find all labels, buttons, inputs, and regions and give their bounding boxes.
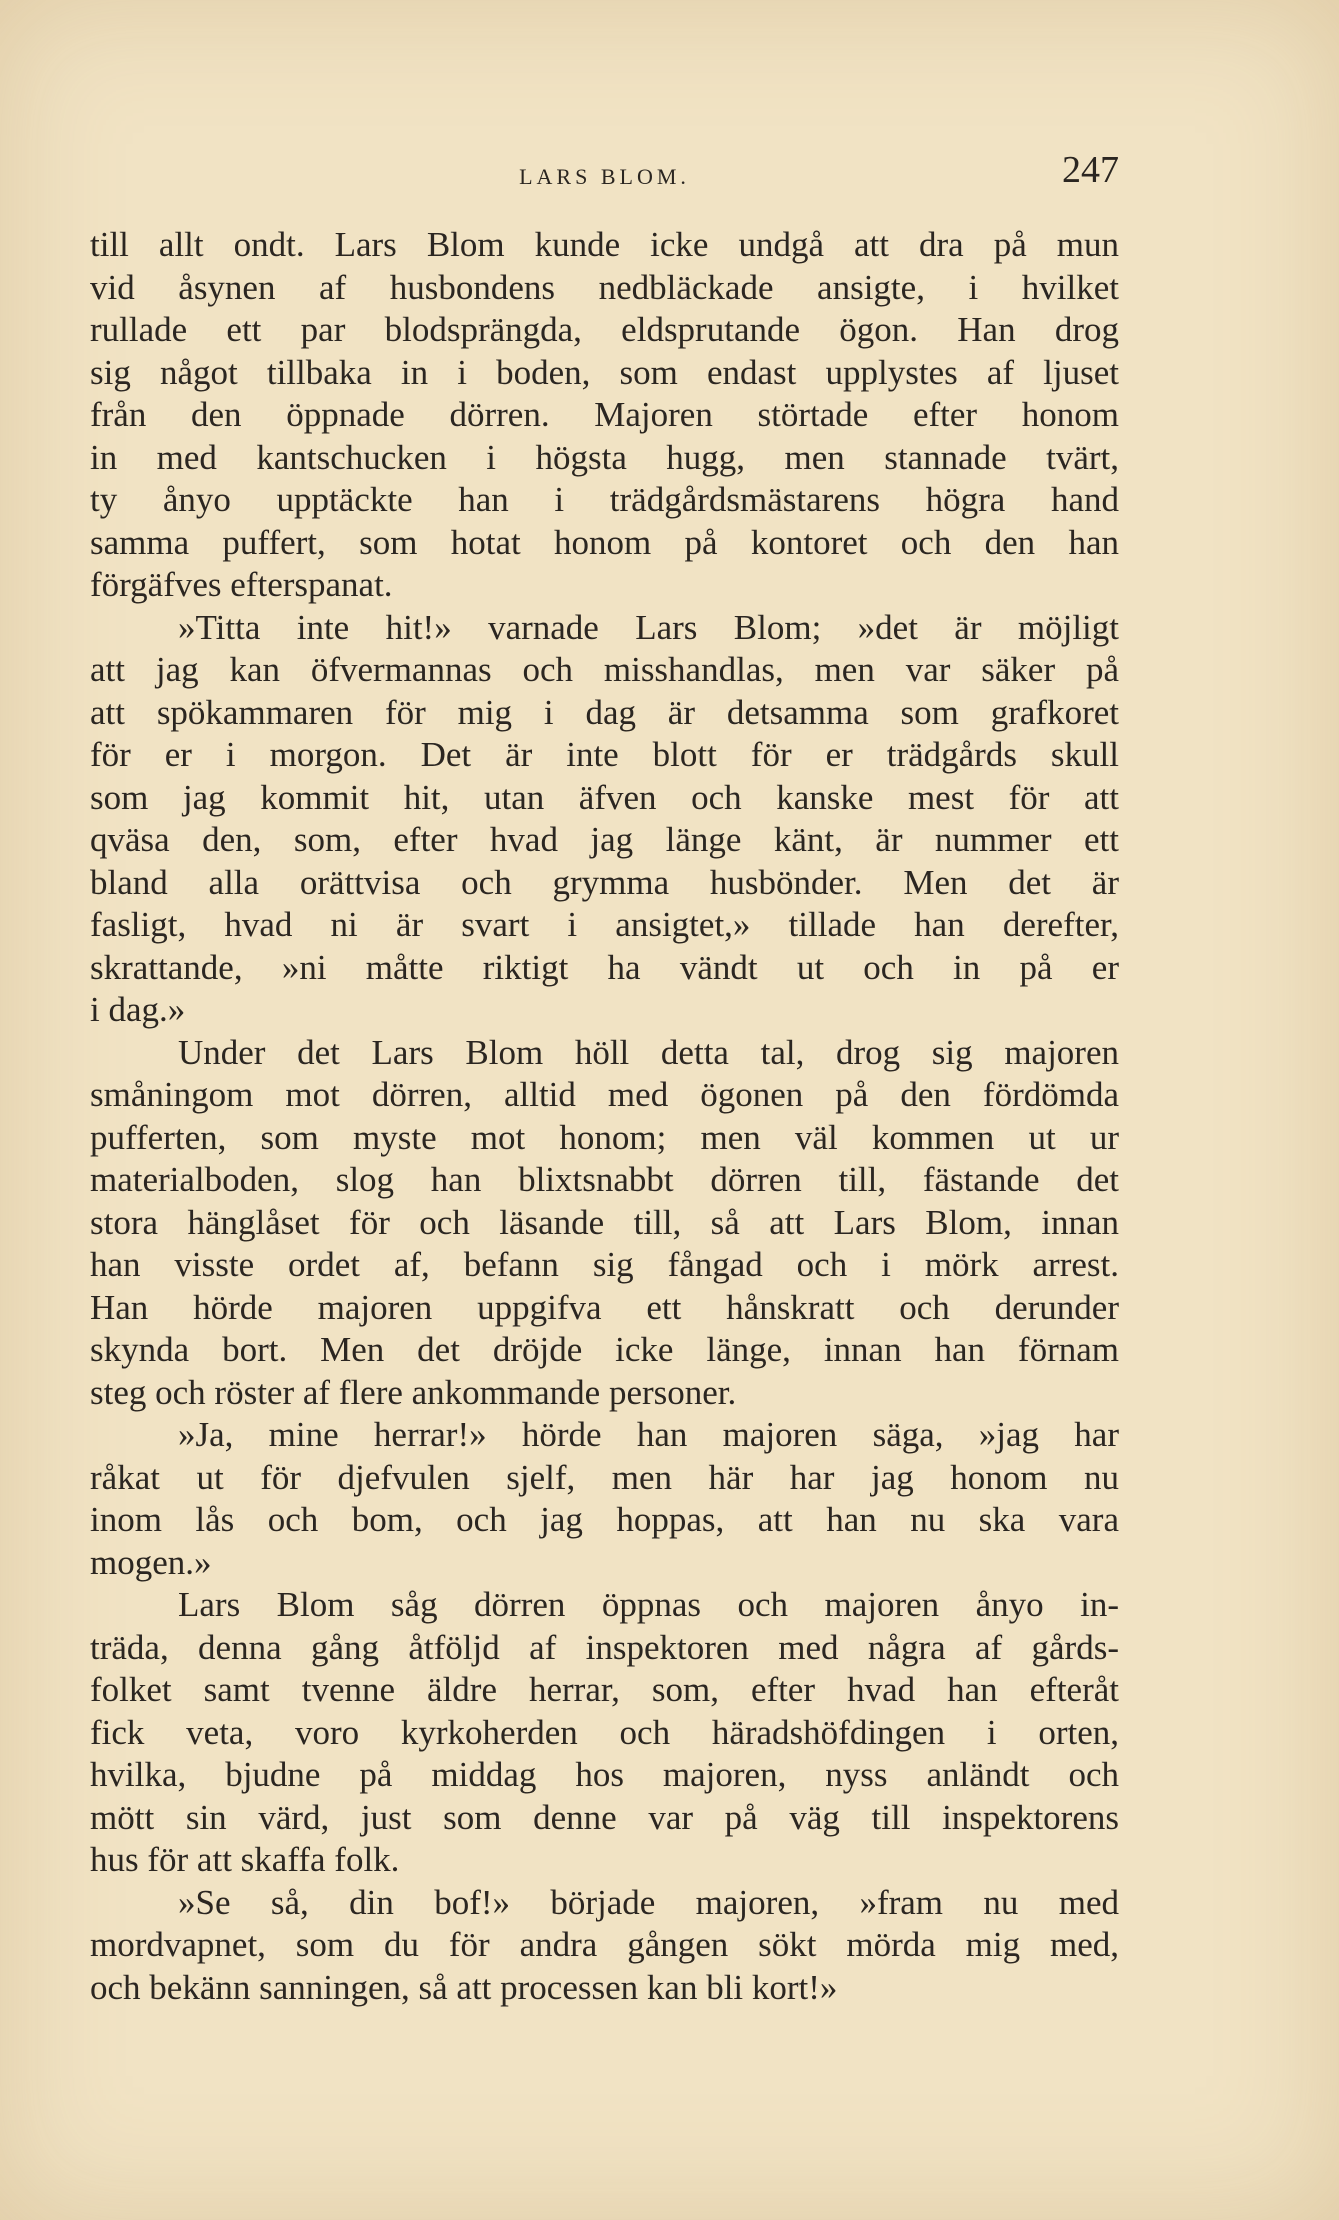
text-line: Under det Lars Blom höll detta tal, drog sig majoren xyxy=(178,1032,1119,1072)
paragraph xyxy=(90,224,1119,607)
text-line: samma puffert, som hotat honom på kontoret och den han xyxy=(90,522,1119,562)
text-line: som jag kommit hit, utan äfven och kanske mest för att xyxy=(90,777,1119,817)
text-line: till allt ondt. Lars Blom kunde icke undgå att dra på mun xyxy=(90,225,1119,264)
text-line: rullade ett par blodsprängda, eldsprutande ögon. Han drog xyxy=(90,310,1119,349)
text-line: att jag kan öfvermannas och misshandlas, men var säker på xyxy=(90,650,1119,689)
body-text xyxy=(90,224,1119,2009)
text-line: mött sin värd, just som denne var på väg till inspektorens xyxy=(90,1797,1119,1837)
text-line: fasligt, hvad ni är svart i ansigtet,» tillade han derefter, xyxy=(90,905,1119,944)
text-line: »Ja, mine herrar!» hörde han majoren säga, »jag har xyxy=(178,1415,1119,1454)
text-line: och bekänn sanningen, så att processen kan bli kort!» xyxy=(90,1967,838,2007)
text-line: träda, denna gång åtföljd af inspektoren med några af gårds- xyxy=(90,1627,1119,1667)
text-line: Lars Blom såg dörren öppnas och majoren ånyo in- xyxy=(178,1585,1119,1624)
text-line: att spökammaren för mig i dag är detsamma som grafkoret xyxy=(90,692,1119,732)
text-line: skynda bort. Men det dröjde icke länge, innan han förnam xyxy=(90,1330,1119,1369)
text-line: »Titta inte hit!» varnade Lars Blom; »det är möjligt xyxy=(178,607,1119,647)
text-line: från den öppnade dörren. Majoren störtade efter honom xyxy=(90,395,1119,434)
text-line: mogen.» xyxy=(90,1542,212,1582)
text-line: qväsa den, som, efter hvad jag länge känt, är nummer ett xyxy=(90,820,1119,859)
text-line: skrattande, »ni måtte riktigt ha vändt ut och in på er xyxy=(90,947,1119,987)
paragraph xyxy=(90,1584,1119,1882)
text-line: hus för att skaffa folk. xyxy=(90,1840,400,1879)
text-line: folket samt tvenne äldre herrar, som, efter hvad han efteråt xyxy=(90,1670,1119,1709)
page-number: 247 xyxy=(1062,149,1119,191)
text-line: bland alla orättvisa och grymma husbönder. Men det är xyxy=(90,862,1119,902)
text-line: Han hörde majoren uppgifva ett hånskratt och derunder xyxy=(90,1287,1119,1327)
paragraph xyxy=(90,1414,1119,1584)
text-line: vid åsynen af husbondens nedbläckade ansigte, i hvilket xyxy=(90,267,1119,307)
page-header xyxy=(90,148,1119,198)
paragraph xyxy=(90,607,1119,1032)
text-line: fick veta, voro kyrkoherden och häradshöfdingen i orten, xyxy=(90,1712,1119,1752)
text-line: inom lås och bom, och jag hoppas, att han nu ska vara xyxy=(90,1500,1119,1539)
text-line: i dag.» xyxy=(90,990,186,1029)
text-line: stora hänglåset för och läsande till, så att Lars Blom, innan xyxy=(90,1202,1119,1242)
text-line: materialboden, slog han blixtsnabbt dörren till, fästande det xyxy=(90,1160,1119,1199)
text-line: mordvapnet, som du för andra gången sökt mörda mig med, xyxy=(90,1925,1119,1964)
text-line: pufferten, som myste mot honom; men väl kommen ut ur xyxy=(90,1117,1119,1157)
text-line: steg och röster af flere ankommande personer. xyxy=(90,1372,737,1412)
text-line: han visste ordet af, befann sig fångad och i mörk arrest. xyxy=(90,1245,1119,1284)
text-line: förgäfves efterspanat. xyxy=(90,565,393,604)
paragraph xyxy=(90,1032,1119,1415)
text-line: småningom mot dörren, alltid med ögonen på den fördömda xyxy=(90,1075,1119,1114)
text-line: råkat ut för djefvulen sjelf, men här har jag honom nu xyxy=(90,1457,1119,1497)
text-line: in med kantschucken i högsta hugg, men stannade tvärt, xyxy=(90,437,1119,477)
text-line: hvilka, bjudne på middag hos majoren, nyss anländt och xyxy=(90,1755,1119,1794)
text-line: »Se så, din bof!» började majoren, »fram nu med xyxy=(178,1882,1119,1922)
running-title: LARS BLOM. xyxy=(519,164,690,189)
paragraph xyxy=(90,1882,1119,2010)
text-line: sig något tillbaka in i boden, som endast upplystes af ljuset xyxy=(90,352,1119,392)
text-line: för er i morgon. Det är inte blott för er trädgårds skull xyxy=(90,735,1119,774)
text-line: ty ånyo upptäckte han i trädgårdsmästarens högra hand xyxy=(90,480,1119,519)
